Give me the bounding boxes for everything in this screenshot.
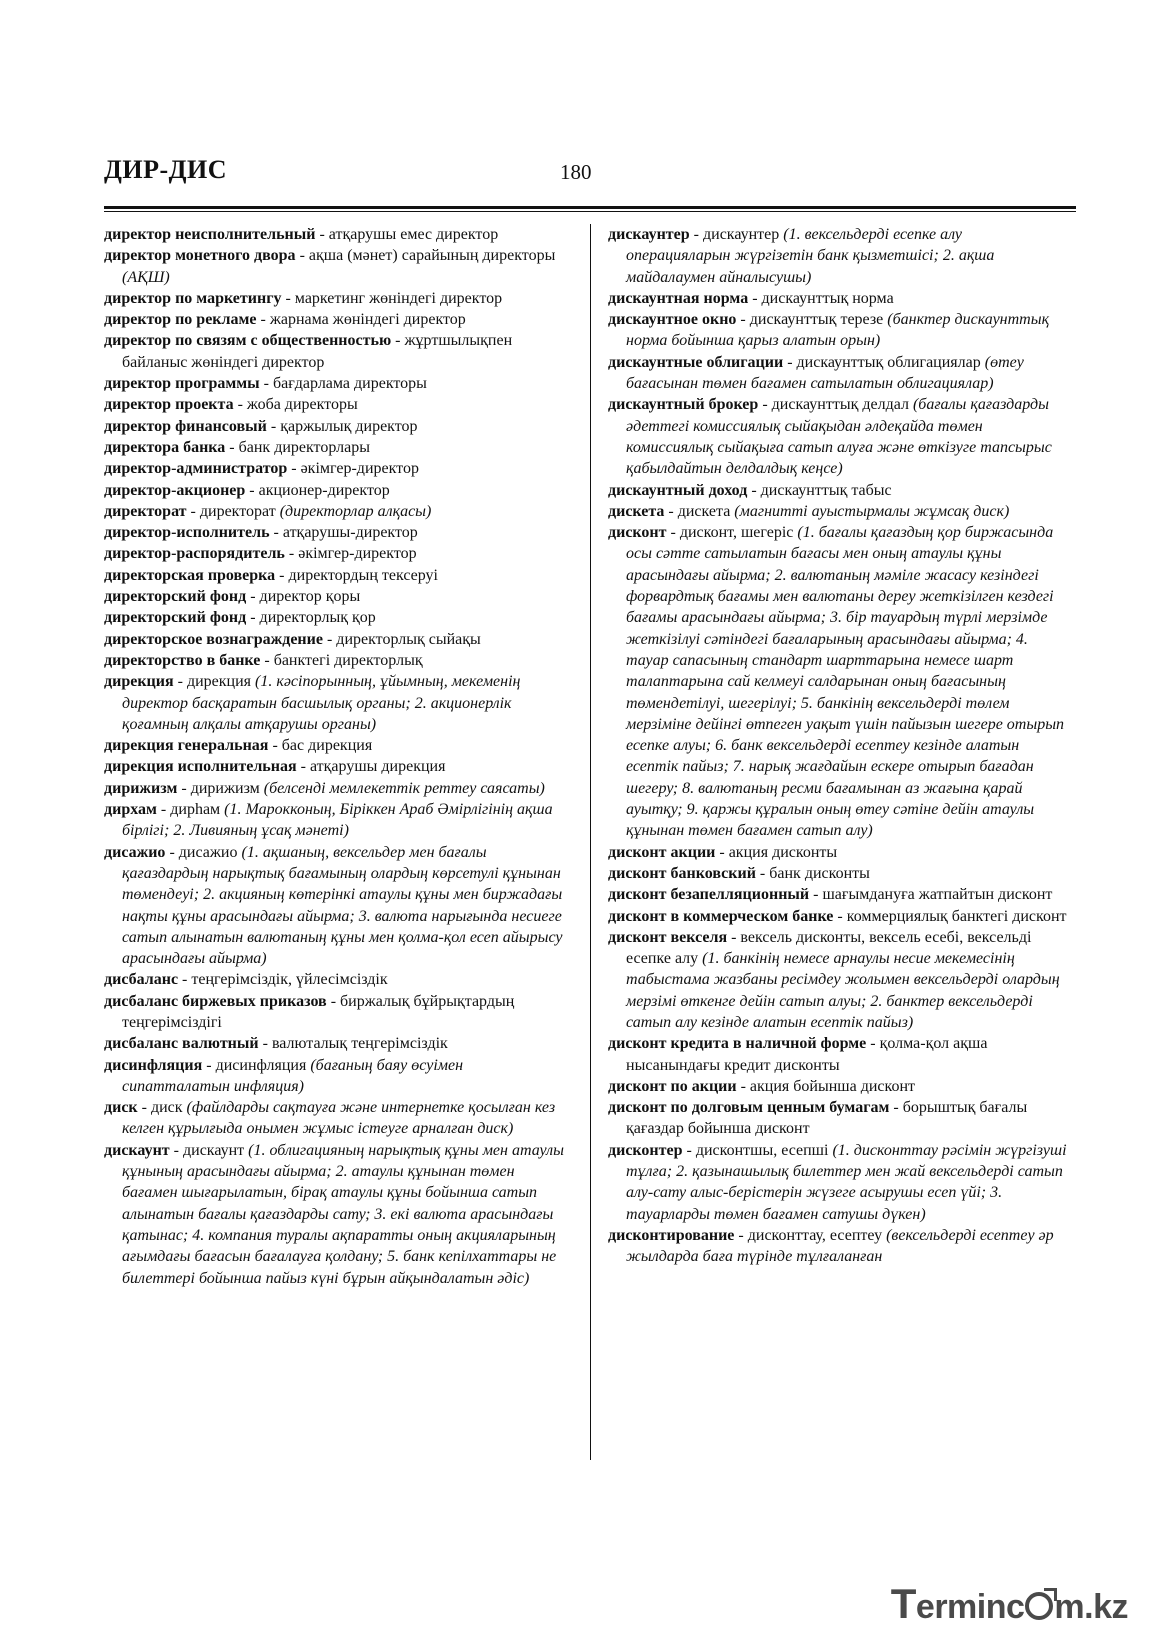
entry-definition: дирижизм [190, 779, 264, 797]
entry-separator: - [186, 502, 200, 520]
entry-definition: акция дисконты [728, 843, 838, 861]
entry-separator: - [256, 311, 270, 329]
entry-separator: - [178, 971, 192, 989]
entry-term: диск [104, 1099, 138, 1117]
entry-separator: - [296, 758, 310, 776]
dictionary-entry [104, 735, 566, 756]
dictionary-entry [104, 543, 566, 564]
dictionary-entry [608, 884, 1070, 905]
entry-term: дисбаланс биржевых приказов [104, 992, 327, 1010]
entry-separator: - [173, 673, 187, 691]
entry-note: (вексельдерді есептеу әр жылдарда баға түрінде тұлғаланған [626, 1226, 1054, 1266]
entry-note: (АҚШ) [122, 268, 170, 286]
dictionary-entry [608, 1033, 1070, 1076]
entry-separator: - [748, 289, 762, 307]
dictionary-entry [104, 842, 566, 970]
entry-separator: - [177, 779, 191, 797]
entry-definition: әкімгер-директор [300, 460, 419, 478]
entry-term: дирекция [104, 673, 174, 691]
entry-definition: дисконт, шегеріс [679, 524, 798, 542]
entry-definition: дискаунттық терезе [749, 311, 888, 329]
dictionary-entry [104, 309, 566, 330]
entry-definition: дискаунттық облигациялар [796, 353, 985, 371]
dictionary-entry [104, 394, 566, 415]
entry-term: директорство в банке [104, 651, 261, 669]
entry-separator: - [295, 247, 309, 265]
entry-note: (магнитті ауыстырмалы жұмсақ диск) [734, 502, 1010, 520]
dictionary-entry [608, 863, 1070, 884]
dictionary-entry [608, 394, 1070, 479]
entry-note: (1. банкінің немесе арнаулы несие мекемесінің табыстама жазбаны ресімдеу жолымен вексельдерді олардың мерзімі өткенге дейін сатып алуы; 2. банктер вексельдерді сатып алу кезінде алатын есептік пайыз) [626, 950, 1060, 1031]
entry-separator: - [284, 545, 299, 563]
header-rule-thin [104, 211, 1076, 212]
entry-note: (1. облигацияның нарықтық құны мен атаулы құнының арасындағы айырма; 2. атаулы құнынан төмен бағамен шығарылатын, бірақ атаулы құны бойынша сатып алынатын бағалы қағаздарды сату; 3. екі валюта арасындағы қатынас; 4. компания туралы ақпаратты оның акцияларының ағымдағы бағасын бағалауға қолдану; 5. банк кепілхаттары не билеттері бойынша пайыз күні бұрын айқындалатын әдіс) [122, 1141, 564, 1287]
entry-separator: - [736, 1077, 750, 1095]
dictionary-entry [104, 437, 566, 458]
entry-definition: акция бойынша дисконт [749, 1077, 916, 1095]
entry-separator: - [391, 332, 405, 350]
dictionary-entry [104, 607, 566, 628]
entry-term: дискета [608, 502, 665, 520]
entry-separator: - [156, 801, 171, 819]
entry-definition: дискета [677, 502, 735, 520]
dictionary-entry [104, 756, 566, 777]
entry-definition: банк директорлары [238, 438, 370, 456]
dictionary-entry [608, 224, 1070, 288]
entry-term: дирекция генеральная [104, 737, 269, 755]
entry-term: директорский фонд [104, 609, 247, 627]
entry-term: дискаунтный брокер [608, 396, 759, 414]
entry-separator: - [202, 1056, 216, 1074]
entry-definition: маркетинг жөніндегі директор [294, 289, 503, 307]
dictionary-entry [608, 1097, 1070, 1140]
dictionary-entry [608, 522, 1070, 841]
entry-term: дисажио [104, 843, 166, 861]
page-number: 180 [560, 160, 592, 184]
entry-term: дисконт по долговым ценным бумагам [608, 1099, 890, 1117]
dictionary-entry [104, 778, 566, 799]
arrow-o-icon [1025, 1592, 1053, 1620]
entry-term: дисконт банковский [608, 864, 756, 882]
entry-definition: валюталық теңгерімсіздік [271, 1035, 448, 1053]
entry-separator: - [682, 1141, 696, 1159]
dictionary-entry [608, 309, 1070, 352]
entry-term: директор-администратор [104, 460, 288, 478]
dictionary-entry [608, 480, 1070, 501]
entry-term: директорская проверка [104, 566, 276, 584]
dictionary-entry [608, 501, 1070, 522]
entry-note: (файлдарды сақтауға және интернетке қосылған кез келген құрылғыда онымен жұмыс істеуге арналған диск) [122, 1099, 556, 1138]
entry-term: дисконт акции [608, 843, 716, 861]
header-rule [104, 206, 1076, 209]
entry-definition: жұртшылықпен байланыс жөніндегі директор [122, 332, 513, 371]
entry-definition: бас дирекция [281, 737, 373, 755]
entry-term: директор по связям с общественностью [104, 332, 392, 350]
entry-separator: - [666, 524, 680, 542]
entry-separator: - [258, 1035, 272, 1053]
entry-term: директор неисполнительный [104, 226, 316, 243]
entry-separator: - [734, 1226, 748, 1244]
entry-separator: - [225, 438, 239, 456]
entry-definition: дирекция [186, 673, 256, 691]
entry-term: дискаунтная норма [608, 289, 749, 307]
dictionary-entry [104, 416, 566, 437]
entry-term: директор по рекламе [104, 311, 257, 329]
entry-definition: борыштық бағалы қағаздар бойынша дисконт [626, 1099, 1028, 1138]
dictionary-entry [104, 522, 566, 543]
entry-separator: - [315, 226, 329, 243]
dictionary-entry [104, 373, 566, 394]
entry-separator: - [275, 566, 289, 584]
dictionary-entry [608, 1225, 1070, 1268]
left-column [104, 224, 566, 1289]
dictionary-entry [104, 991, 566, 1034]
entry-definition: банктегі директорлық [273, 651, 423, 669]
entry-definition: дискаунттық норма [761, 289, 894, 307]
entry-term: дискаунтное окно [608, 311, 737, 329]
entry-note: (1. кәсіпорынның, ұйымның, мекеменің директор басқаратын басшылық органы; 2. акционерлік қоғамның алқалы атқарушы органы) [122, 673, 521, 733]
dictionary-entry [104, 501, 566, 522]
entry-separator: - [322, 630, 337, 648]
entry-separator: - [266, 417, 281, 435]
entry-definition: жарнама жөніндегі директор [269, 311, 466, 329]
entry-definition: директорлық сыйақы [336, 630, 481, 648]
entry-definition: бағдарлама директоры [272, 375, 427, 393]
entry-term: дискаунтный доход [608, 481, 748, 499]
entry-separator: - [736, 311, 750, 329]
entry-definition: дискаунт [182, 1141, 249, 1159]
dictionary-entry [104, 288, 566, 309]
entry-definition: коммерциялық банктегі дисконт [846, 907, 1067, 925]
dictionary-entry [104, 671, 566, 735]
entry-note: (директорлар алқасы) [279, 502, 432, 520]
entry-term: директор монетного двора [104, 247, 296, 265]
entry-term: дисконт по акции [608, 1077, 737, 1095]
entry-separator: - [259, 375, 273, 393]
entry-separator: - [246, 588, 260, 606]
entry-separator: - [169, 1141, 183, 1159]
dictionary-entry [104, 245, 566, 288]
dictionary-entry [608, 906, 1070, 927]
entry-definition: қаржылық директор [280, 417, 418, 435]
terminco-watermark-logo: Terminc m.kz [890, 1580, 1128, 1627]
entry-definition: ақша (мәнет) сарайының директоры [308, 247, 556, 265]
entry-note: (өтеу бағасынан төмен бағамен сатылатын облигациялар) [626, 353, 1024, 393]
entry-term: дисконт кредита в наличной форме [608, 1035, 867, 1053]
entry-separator: - [281, 289, 295, 307]
entry-term: директора банка [104, 438, 226, 456]
dictionary-entry [104, 799, 566, 842]
dictionary-entry [608, 1140, 1070, 1225]
entry-note: (1. бағалы қағаздың қор биржасында осы сәтте сатылатын бағасы мен оның атаулы құны арасындағы айырма; 2. валютаның мәміле жасасу кезіндегі форвардтық бағамы мен валютаны дереу жеткізілген кездегі бағамы арасындағы айырма; 3. бір тауардың түрлі мерзімде жеткізілуі сәтіндегі бағаларының арасындағы айырма; 4. тауар сапасының стандарт шарттарына немесе шарт талаптарына сай келмеуі салдарынан оның бағасының төмендетілуі, шегерілуі; 5. банкінің вексельдерді төлем мерзіміне дейінгі өтпеген уақыт үшін пайызын шегере отырып есепке алуы; 6. банк вексельдерді есептеу кезінде алатын есептік пайыз; 7. нарық жағдайын ескере отырып бағадан шегеру; 8. валютаның ресми бағамынан аз жағына қарай ауытқу; 9. қаржы құралын оның өтеу сәтіне дейін атаулы құнынан төмен бағамен сатып алу) [626, 524, 1065, 840]
entry-definition: жоба директоры [246, 396, 358, 414]
entry-note: (1. ақшаның, вексельдер мен бағалы қағаздардың нарықтық бағамының олардың көрсетулі құнынан төмендеуі; 2. акцияның көтерінкі атаулы құны мен биржадағы нақты құны арасындағы айырма; 3. валюта нарығында несиеге сатып алынатын валютаның құны мен қолма-қол есеп айырысу арасындағы айырма) [122, 843, 563, 968]
entry-separator: - [755, 864, 770, 882]
entry-definition: банк дисконты [769, 864, 870, 882]
entry-separator: - [747, 481, 761, 499]
entry-definition: әкімгер-директор [298, 545, 417, 563]
entry-term: дисконт безапелляционный [608, 886, 810, 904]
entry-definition: диск [150, 1099, 187, 1117]
entry-separator: - [137, 1099, 151, 1117]
entry-definition: директорат [199, 502, 280, 520]
entry-term: директор программы [104, 375, 260, 393]
entry-term: дирхам [104, 801, 157, 819]
dictionary-entry [608, 288, 1070, 309]
entry-separator: - [165, 843, 179, 861]
entry-term: дисконт [608, 524, 667, 542]
dictionary-entry [104, 330, 566, 373]
entry-definition: директор қоры [259, 588, 361, 606]
dictionary-entry [104, 458, 566, 479]
entry-note: (белсенді мемлекеттік реттеу саясаты) [263, 779, 545, 797]
entry-separator: - [246, 609, 260, 627]
entry-definition: қолма-қол ақша нысанындағы кредит дисконты [626, 1035, 988, 1074]
entry-definition: шағымдануға жатпайтын дисконт [822, 886, 1053, 904]
entry-term: дискаунтные облигации [608, 353, 784, 371]
dictionary-entry [104, 1055, 566, 1098]
entry-separator: - [727, 928, 741, 946]
entry-term: дирекция исполнительная [104, 758, 297, 776]
dictionary-entry [104, 224, 566, 245]
dictionary-entry [104, 650, 566, 671]
entry-term: дисинфляция [104, 1056, 203, 1074]
dictionary-entry [608, 352, 1070, 395]
entry-term: директор по маркетингу [104, 289, 282, 307]
entry-definition: теңгерімсіздік, үйлесімсіздік [191, 971, 388, 989]
dictionary-entry [104, 565, 566, 586]
dictionary-entry [104, 969, 566, 990]
page-header-title: ДИР-ДИС [104, 155, 228, 184]
entry-separator: - [245, 481, 259, 499]
entry-separator: - [833, 907, 847, 925]
entry-term: директор финансовый [104, 417, 267, 435]
dictionary-entry [104, 1097, 566, 1140]
entry-definition: дисконтшы, есепші [695, 1141, 833, 1159]
entry-separator: - [268, 737, 282, 755]
entry-separator: - [866, 1035, 880, 1053]
right-column [608, 224, 1070, 1268]
entry-term: дисконтирование [608, 1226, 735, 1244]
entry-term: дирижизм [104, 779, 178, 797]
entry-separator: - [758, 396, 772, 414]
entry-separator: - [889, 1099, 903, 1117]
entry-term: директорское вознаграждение [104, 630, 323, 648]
entry-definition: дисажио [178, 843, 242, 861]
entry-term: дисбаланс [104, 971, 179, 989]
entry-separator: - [269, 524, 283, 542]
entry-definition: биржалық бұйрықтардың теңгерімсіздігі [122, 992, 515, 1031]
entry-note: (бағаның баяу өсуімен сипатталатын инфляция) [122, 1056, 464, 1095]
entry-definition: атқарушы дирекция [309, 758, 446, 776]
entry-separator: - [260, 651, 274, 669]
entry-term: дисконтер [608, 1141, 683, 1159]
entry-term: директор-распорядитель [104, 545, 285, 563]
dictionary-entry [104, 586, 566, 607]
column-divider [590, 224, 591, 1460]
entry-separator: - [715, 843, 729, 861]
entry-separator: - [783, 353, 797, 371]
entry-definition: дискаунтер [702, 226, 784, 243]
entry-separator: - [689, 226, 703, 243]
dictionary-entry [104, 1033, 566, 1054]
entry-term: дисконт векселя [608, 928, 728, 946]
entry-term: дискаунт [104, 1141, 170, 1159]
entry-definition: атқарушы-директор [282, 524, 418, 542]
entry-term: директорат [104, 502, 187, 520]
entry-separator: - [287, 460, 301, 478]
entry-definition: дискаунттық табыс [760, 481, 892, 499]
dictionary-entry [608, 927, 1070, 1033]
entry-term: дискаунтер [608, 226, 690, 243]
entry-term: директор проекта [104, 396, 234, 414]
entry-separator: - [326, 992, 341, 1010]
entry-term: директорский фонд [104, 588, 247, 606]
entry-definition: дисконттау, есептеу [747, 1226, 887, 1244]
dictionary-entry [104, 1140, 566, 1289]
entry-note: (1. Марокконың, Біріккен Араб Әмірлігінің ақша бірлігі; 2. Ливияның ұсақ мәнеті) [122, 801, 553, 840]
entry-term: дисбаланс валютный [104, 1035, 259, 1053]
entry-definition: директорлық қор [259, 609, 376, 627]
dictionary-entry [104, 629, 566, 650]
entry-separator: - [809, 886, 823, 904]
entry-note: (банктер дискаунттық норма бойынша қарыз алатын орын) [626, 311, 1050, 350]
dictionary-entry [608, 842, 1070, 863]
entry-definition: дисинфляция [215, 1056, 311, 1074]
entry-definition: дискаунттық делдал [771, 396, 913, 414]
entry-note: (1. вексельдерді есепке алу операцияларын жүргізетін банк қызметшісі; 2. ақша майдалаумен айналысушы) [626, 226, 995, 286]
entry-definition: дирһам [170, 801, 225, 819]
entry-separator: - [233, 396, 247, 414]
entry-term: дисконт в коммерческом банке [608, 907, 834, 925]
entry-note: (бағалы қағаздарды әдеттегі комиссиялық сыйақыдан әлдеқайда төмен комиссиялық сыйақыға сатып алуға және өткізуге тапсырыс қабылдайтын делдалдық кеңсе) [626, 396, 1052, 478]
entry-definition: директордың тексеруі [288, 566, 438, 584]
entry-term: директор-акционер [104, 481, 246, 499]
entry-definition: атқарушы емес директор [328, 226, 499, 243]
dictionary-entry [608, 1076, 1070, 1097]
entry-definition: акционер-директор [258, 481, 390, 499]
entry-definition: вексель дисконты, вексель есебі, вексельді есепке алу [626, 928, 1032, 968]
entry-separator: - [664, 502, 678, 520]
entry-note: (1. дисконттау рәсімін жүргізуші тұлға; 2. қазынашылық билеттер мен жай вексельдерді сатып алу-сату алыс-берістерін жүзеге асырушы есеп үйі; 3. тауарларды төмен бағамен сатушы дүкен) [626, 1141, 1067, 1223]
dictionary-entry [104, 480, 566, 501]
entry-term: директор-исполнитель [104, 524, 270, 542]
